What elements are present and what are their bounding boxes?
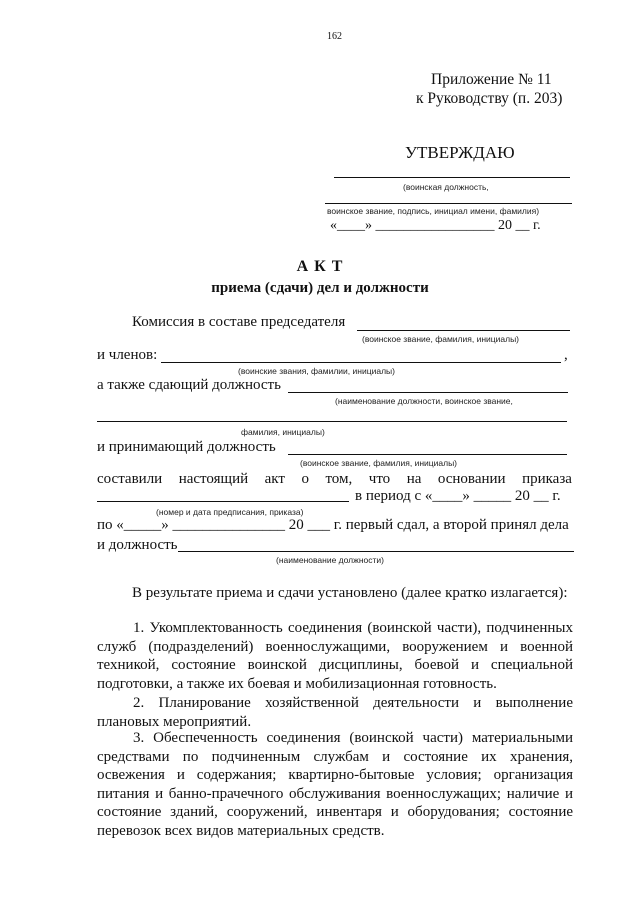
handing-caption: (наименование должности, воинское звание, bbox=[335, 396, 513, 406]
order-field[interactable] bbox=[97, 501, 349, 502]
handing-caption-continued: фамилия, инициалы) bbox=[241, 427, 325, 437]
handing-label: а также сдающий должность bbox=[97, 377, 281, 393]
signature-caption: воинское звание, подпись, инициал имени, фамилия) bbox=[327, 206, 540, 216]
result-intro: В результате приема и сдачи установлено (далее кратко излагается): bbox=[132, 585, 568, 601]
position-field-caption: (наименование должности) bbox=[276, 555, 384, 565]
chairman-field[interactable] bbox=[357, 330, 570, 331]
chairman-caption: (воинское звание, фамилия, инициалы) bbox=[362, 334, 520, 344]
act-title: А К Т bbox=[296, 258, 344, 275]
members-caption: (воинские звания, фамилии, инициалы) bbox=[238, 366, 395, 376]
act-subtitle: приема (сдачи) дел и должности bbox=[211, 280, 429, 296]
appendix-reference: к Руководству (п. 203) bbox=[416, 90, 563, 107]
commission-label: Комиссия в составе председателя bbox=[132, 314, 346, 330]
members-comma: , bbox=[564, 347, 568, 363]
approve-heading: УТВЕРЖДАЮ bbox=[405, 143, 515, 162]
until-text: по «_____» _______________ 20 ___ г. первый сдал, а второй принял дела bbox=[97, 517, 569, 533]
handing-field[interactable] bbox=[288, 392, 568, 393]
order-caption: (номер и дата предписания, приказа) bbox=[156, 507, 304, 517]
position-field[interactable] bbox=[178, 551, 574, 552]
position-label: и должность bbox=[97, 537, 178, 553]
appendix-number: Приложение № 11 bbox=[431, 71, 552, 88]
paragraph-2: 2. Планирование хозяйственной деятельности и выполнение плановых мероприятий. bbox=[97, 695, 573, 730]
receiving-caption: (воинское звание, фамилия, инициалы) bbox=[300, 458, 458, 468]
approve-date: «____» _________________ 20 __ г. bbox=[330, 218, 541, 233]
members-label: и членов: bbox=[97, 347, 158, 363]
handing-field-continued[interactable] bbox=[97, 421, 567, 422]
signature-line bbox=[325, 203, 572, 204]
composed-line: составили настоящий акт о том, что на основании приказа bbox=[97, 471, 572, 487]
receiving-field[interactable] bbox=[288, 454, 567, 455]
members-field[interactable] bbox=[161, 362, 561, 363]
page-number: 162 bbox=[327, 31, 342, 42]
paragraph-3: 3. Обеспеченность соединения (воинской части) материальными средствами по подчиненным службам и состояние их хранения, освежения и содержания; квартирно-бытовые условия; организация питания и банно-прачечного обслуживания военнослужащих; наличие и состояние зданий, сооружений, инвентаря и оборудования; состояние перевозок всех видов материальных средств. bbox=[97, 730, 573, 839]
period-text: в период с «____» _____ 20 __ г. bbox=[355, 488, 561, 504]
paragraph-1: 1. Укомплектованность соединения (воинской части), подчиненных служб (подразделений) военнослужащими, вооружением и военной техникой, состояние воинской дисциплины, боевой и специальной подготовки, а также их боевая и мобилизационная готовность. bbox=[97, 620, 573, 692]
position-caption: (воинская должность, bbox=[403, 182, 489, 192]
position-line bbox=[334, 177, 570, 178]
receiving-label: и принимающий должность bbox=[97, 439, 276, 455]
